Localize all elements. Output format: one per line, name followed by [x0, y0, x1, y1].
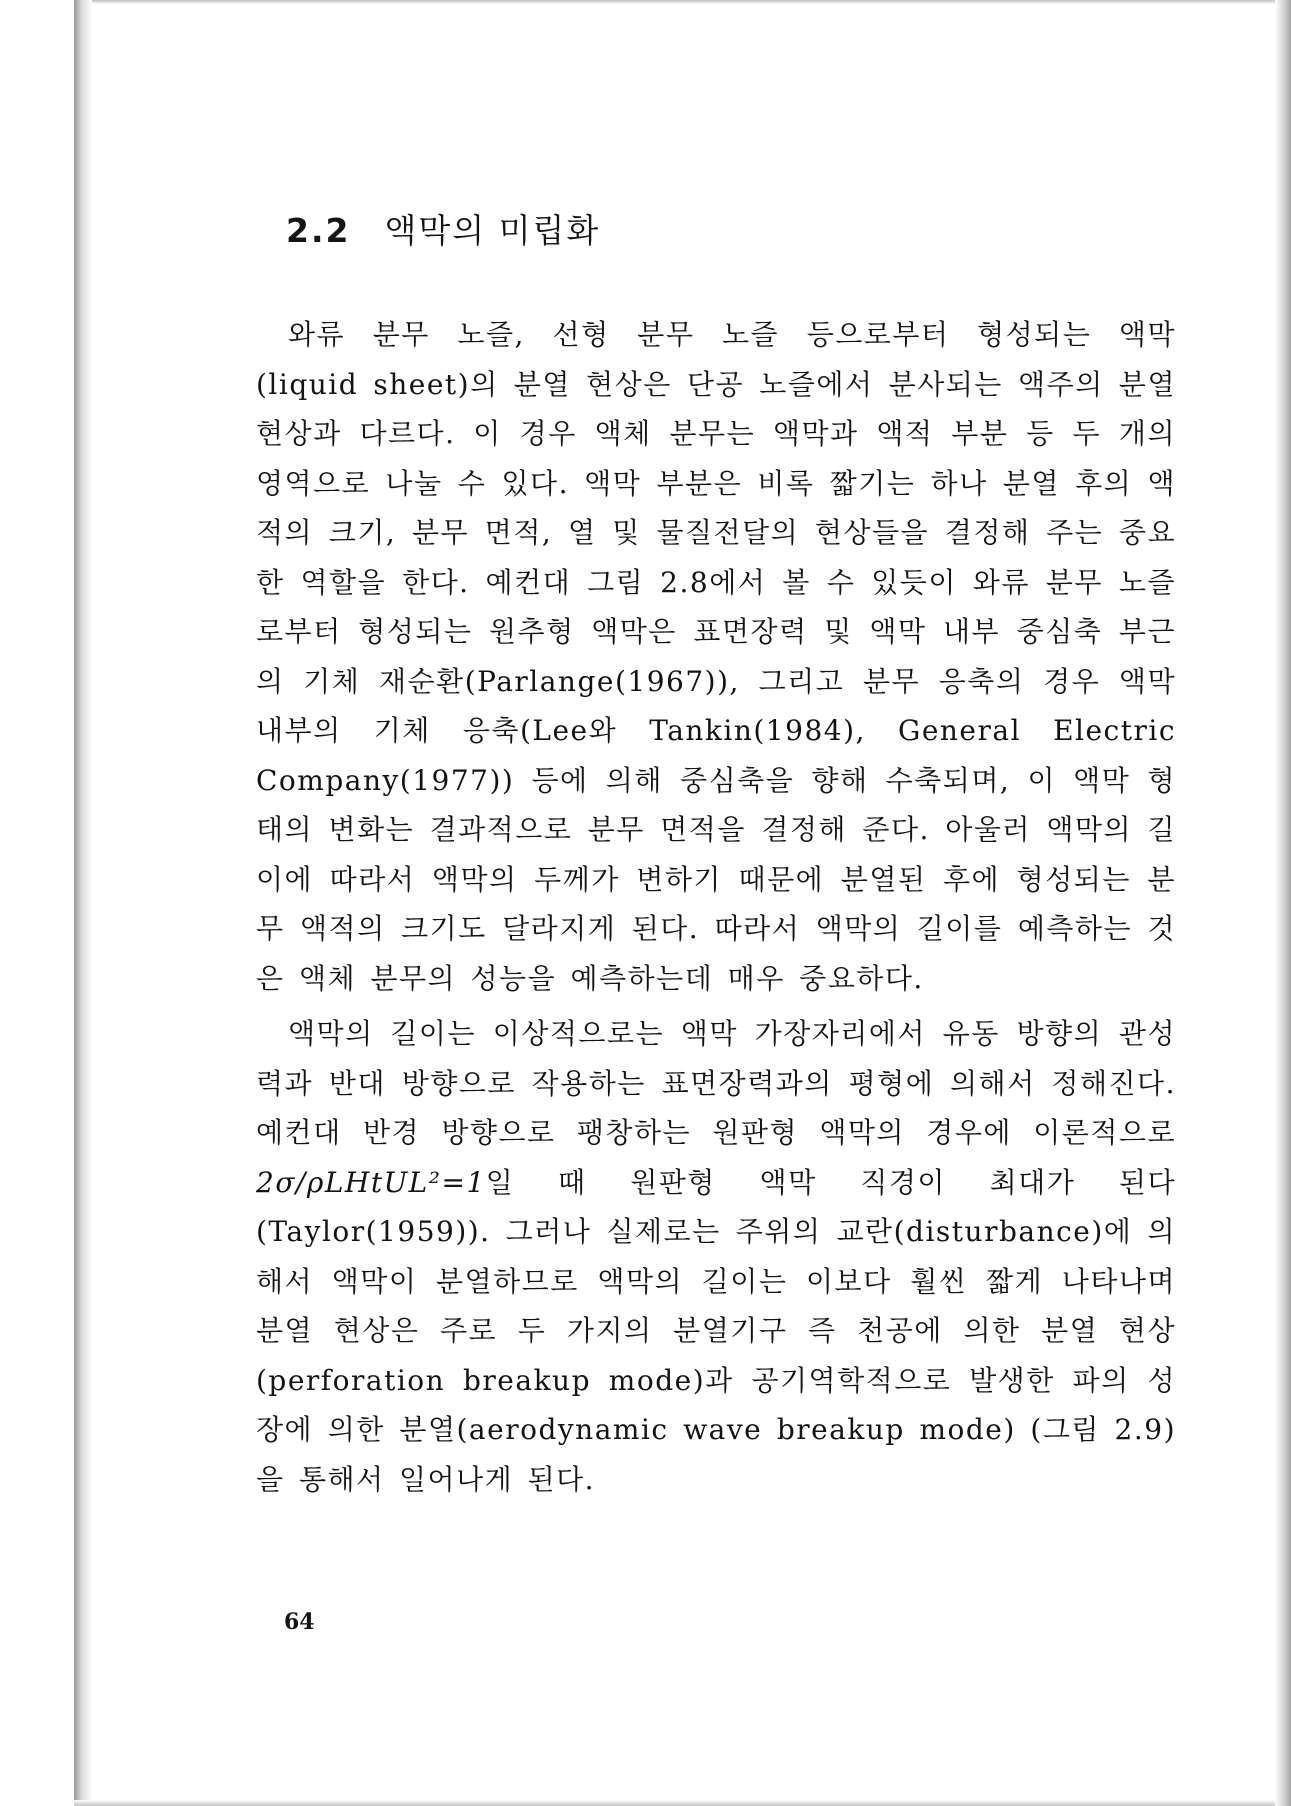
section-heading [286, 205, 1176, 252]
page-bottom-edge [74, 1800, 1275, 1806]
page-content [256, 205, 1176, 1504]
page-number: 64 [284, 1609, 315, 1635]
paragraph-2-before: 액막의 길이는 이상적으로는 액막 가장자리에서 유동 방향의 관성력과 반대 방향으로 작용하는 표면장력과의 평형에 의해서 정해진다. 예컨대 반경 방향으로 팽창하는 원판형 액막의 경우에 이론적으로 [256, 1017, 1176, 1149]
paragraph-2 [256, 1009, 1176, 1504]
page-right-edge [1275, 0, 1291, 1806]
formula: 2σ/ρLHtUL²=1 [256, 1165, 486, 1199]
paragraph-1: 와류 분무 노즐, 선형 분무 노즐 등으로부터 형성되는 액막 (liquid sheet)의 분열 현상은 단공 노즐에서 분사되는 액주의 분열 현상과 다르다. 이 경우 액체 분무는 액막과 액적 부분 등 두 개의 영역으로 나눌 수 있다. 액막 부분은 비록 짧기는 하나 분열 후의 액적의 크기, 분무 면적, 열 및 물질전달의 현상들을 결정해 주는 중요한 역할을 한다. 예컨대 그림 2.8에서 볼 수 있듯이 와류 분무 노즐로부터 형성되는 원추형 액막은 표면장력 및 액막 내부 중심축 부근의 기체 재순환(Parlange(1967)), 그리고 분무 응축의 경우 액막 내부의 기체 응축(Lee와 Tankin(1984), General Electric Company(1977)) 등에 의해 중심축을 향해 수축되며, 이 액막 형태의 변화는 결과적으로 분무 면적을 결정해 준다. 아울러 액막의 길이에 따라서 액막의 두께가 변하기 때문에 분열된 후에 형성되는 분무 액적의 크기도 달라지게 된다. 따라서 액막의 길이를 예측하는 것은 액체 분무의 성능을 예측하는데 매우 중요하다. [256, 318, 1176, 995]
page-binding-shadow [74, 0, 92, 1806]
page-top-edge [74, 0, 1275, 4]
section-title: 액막의 미립화 [384, 211, 601, 250]
paragraph-2-after: 일 때 원판형 액막 직경이 최대가 된다(Taylor(1959)). 그러나 실제로는 주위의 교란(disturbance)에 의해서 액막이 분열하므로 액막의 길이는 이보다 훨씬 짧게 나타나며 분열 현상은 주로 두 가지의 분열기구 즉 천공에 의한 분열 현상(perforation breakup mode)과 공기역학적으로 발생한 파의 성장에 의한 분열(aerodynamic wave breakup mode) (그림 2.9)을 통해서 일어나게 된다. [256, 1165, 1176, 1496]
section-number: 2.2 [286, 211, 351, 250]
